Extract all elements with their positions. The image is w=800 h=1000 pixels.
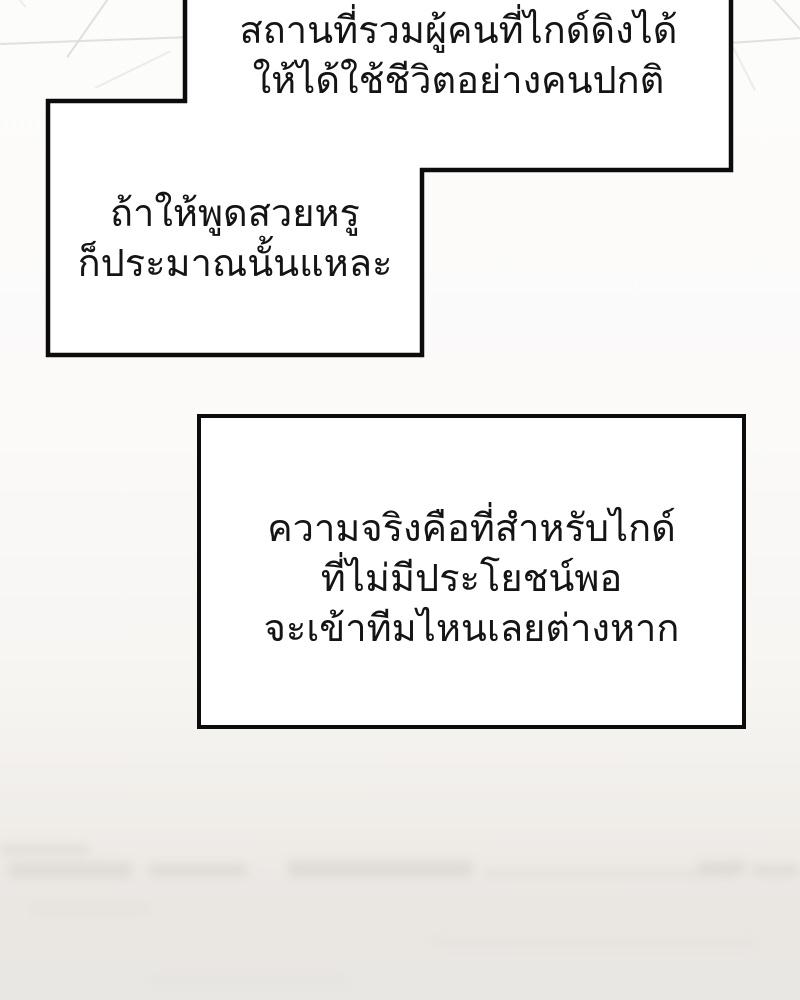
background-blur-smudge	[752, 865, 800, 876]
background-blur-smudge	[150, 978, 350, 986]
speech-line: ความจริงคือที่สำหรับไกด์	[267, 508, 676, 550]
background-blur-smudge	[0, 845, 90, 854]
speech-line: ที่ไม่มีประโยชน์พอ	[320, 558, 623, 600]
speech-line: สถานที่รวมผู้คนที่ไกด์ดิงได้	[239, 10, 678, 52]
speech-text-center	[197, 504, 746, 654]
speech-text-top	[185, 6, 732, 106]
speech-text-left	[48, 189, 422, 289]
background-blur-smudge	[288, 860, 473, 878]
speech-line: ให้ได้ใช้ชีวิตอย่างคนปกติ	[252, 60, 665, 102]
background-blur-smudge	[8, 862, 133, 878]
background-blur-smudge	[148, 864, 248, 877]
speech-line: จะเข้าทีมไหนเลยต่างหาก	[263, 608, 680, 650]
background-blur-smudge	[698, 861, 746, 874]
speech-line: ก็ประมาณนั้นแหละ	[77, 243, 393, 285]
speech-line: ถ้าให้พูดสวยหรู	[110, 193, 360, 235]
background-blur-smudge	[30, 905, 150, 913]
background-blur-smudge	[430, 938, 760, 948]
